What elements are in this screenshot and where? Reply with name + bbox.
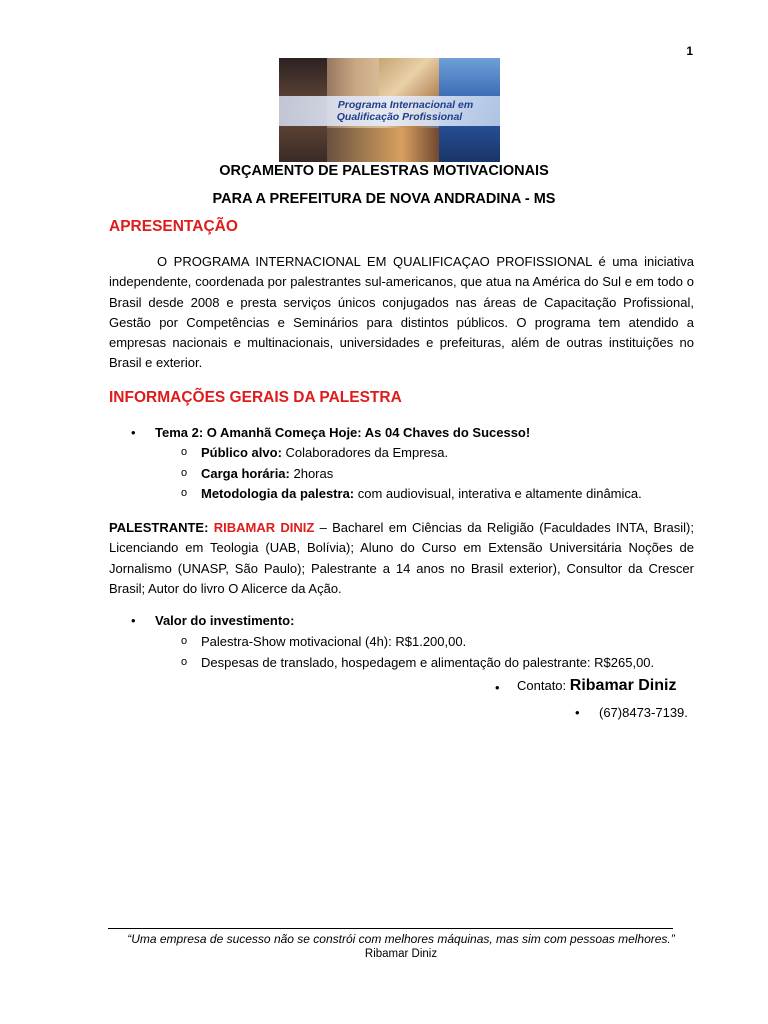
- page-number: 1: [686, 44, 693, 58]
- banner-title-line1: Programa Internacional em: [337, 99, 474, 111]
- list-item-contato: [495, 677, 677, 695]
- footer-divider: [108, 928, 673, 929]
- contato-phone: (67)8473-7139.: [599, 705, 688, 720]
- banner-title-line2: Qualificação Profissional: [336, 111, 463, 123]
- list-item-phone: [575, 705, 688, 720]
- item-label: Palestra-Show motivacional (4h):: [201, 634, 396, 649]
- section-heading-apresentacao: APRESENTAÇÃO: [109, 218, 238, 235]
- bullet-disc-icon: •: [495, 680, 500, 695]
- banner-photo-center: [379, 58, 439, 98]
- contato-label: Contato:: [517, 678, 570, 693]
- item-value: com audiovisual, interativa e altamente dinâmica.: [354, 486, 642, 501]
- item-label: Carga horária:: [201, 466, 290, 481]
- bullet-circle-icon: o: [181, 635, 188, 647]
- contato-name: Ribamar Diniz: [569, 677, 677, 694]
- item-label: Despesas de translado, hospedagem e alimentação do palestrante:: [201, 655, 595, 670]
- palestrante-paragraph: [109, 518, 694, 599]
- bullet-circle-icon: o: [181, 446, 188, 458]
- footer-author: Ribamar Diniz: [364, 948, 438, 960]
- section-heading-informacoes: INFORMAÇÕES GERAIS DA PALESTRA: [109, 389, 402, 406]
- list-item-publico: [181, 445, 449, 460]
- bullet-disc-icon: •: [131, 613, 136, 628]
- tema-text: Tema 2: O Amanhã Começa Hoje: As 04 Chaves do Sucesso!: [155, 425, 531, 440]
- item-value: R$265,00.: [594, 655, 655, 670]
- list-item-palestra-show: [181, 634, 467, 649]
- bullet-disc-icon: •: [131, 425, 136, 440]
- list-item-despesas: [181, 655, 655, 670]
- list-item-metodologia: [181, 486, 642, 501]
- item-label: Metodologia da palestra:: [201, 486, 355, 501]
- bullet-circle-icon: o: [181, 467, 188, 479]
- list-item-tema: [131, 425, 531, 440]
- palestrante-label: PALESTRANTE:: [109, 520, 214, 535]
- investimento-heading: Valor do investimento:: [155, 613, 295, 628]
- bullet-circle-icon: o: [181, 656, 188, 668]
- document-title-line2: PARA A PREFEITURA DE NOVA ANDRADINA - MS: [212, 191, 556, 207]
- palestrante-name: RIBAMAR DINIZ: [213, 520, 315, 535]
- item-value: 2horas: [289, 466, 334, 481]
- list-item-investimento: [131, 613, 295, 628]
- document-title-line1: ORÇAMENTO DE PALESTRAS MOTIVACIONAIS: [219, 163, 549, 179]
- apresentacao-paragraph: O PROGRAMA INTERNACIONAL EM QUALIFICAÇAO PROFISSIONAL é uma iniciativa independente, coordenada por palestrantes sul-americanos, que atua na América do Sul e em todo o Brasil desde 2008 e presta serviços únicos conjugados nas áreas de Capacitação Profissional, Gestão por Competências e Seminários para distintos públicos. O programa tem atendido a empresas nacionais e multinacionais, universidades e prefeituras, além de outras instituições no Brasil e exterior.: [109, 254, 694, 371]
- banner-photo-bottom: [327, 128, 439, 162]
- item-value: Colaboradores da Empresa.: [281, 445, 449, 460]
- list-item-carga: [181, 466, 334, 481]
- item-value: R$1.200,00.: [395, 634, 467, 649]
- footer-quote: “Uma empresa de sucesso não se constrói com melhores máquinas, mas sim com pessoas melhores.”: [127, 932, 675, 946]
- bullet-circle-icon: o: [181, 487, 188, 499]
- bullet-disc-icon: •: [575, 705, 580, 720]
- program-banner-image: [279, 58, 500, 162]
- palestrante-bio: – Bacharel em Ciências da Religião (Faculdades INTA, Brasil); Licenciando em Teologia (UAB, Bolívia); Aluno do Curso em Extensão Universitária Noções de Jornalismo (UNASP, São Paulo); Palestrante a 14 anos no Brasil exterior), Consultor da Crescer Brasil; Autor do livro O Alicerce da Ação.: [109, 520, 694, 596]
- item-label: Público alvo:: [201, 445, 282, 460]
